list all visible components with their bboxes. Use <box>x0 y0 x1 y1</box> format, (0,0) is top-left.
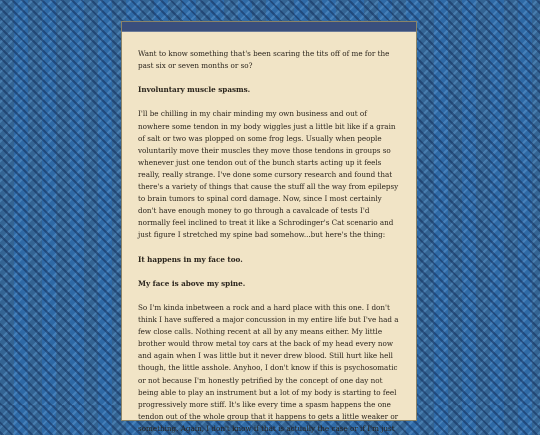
post-header-bar <box>122 22 416 32</box>
post-paragraph-description: I'll be chilling in my chair minding my own business and out of nowhere some tendon in my body wiggles just a little bit like if a grain of salt or two was plopped on some frog legs. Usually when people voluntarily move their muscles they move those tendons in groups so whenever just one tendon out of the bunch starts acting up it feels really, really strange. I've done some cursory research and found that there's a variety of things that cause the stuff all the way from epilepsy to brain tumors to spinal cord damage. Now, since I most certainly don't have enough money to go through a cavalcade of tests I'd normally feel inclined to treat it like a Schrodinger's Cat scenario and just figure I stretched my spine bad somehow...but here's the thing: <box>138 109 399 240</box>
post-heading-face: It happens in my face too. <box>138 254 243 264</box>
post-body <box>122 32 416 435</box>
post-heading-above-spine: My face is above my spine. <box>138 278 246 288</box>
post-paragraph-intro: Want to know something that's been scaring the tits off of me for the past six or seven months or so? <box>138 49 390 71</box>
post-paragraph-continued: So I'm kinda inbetween a rock and a hard place with this one. I don't think I have suffered a major concussion in my entire life but I've had a few close calls. Nothing recent at all by any means either. My little brother would throw metal toy cars at the back of my head every now and again when I was little but it never drew blood. Still hurt like hell though, the little asshole. Anyhoo, I don't know if this is psychosomatic or not because I'm honestly petrified by the concept of one day not being able to play an instrument but a lot of my body is starting to feel progressively more stiff. It's like every time a spasm happens the one tendon out of the whole group that it happens to gets a little weaker or something. Again, I don't know if that is actually the case or if I'm just <box>138 302 399 433</box>
blog-post-card <box>121 21 417 433</box>
post-heading-involuntary-spasms: Involuntary muscle spasms. <box>138 85 251 95</box>
